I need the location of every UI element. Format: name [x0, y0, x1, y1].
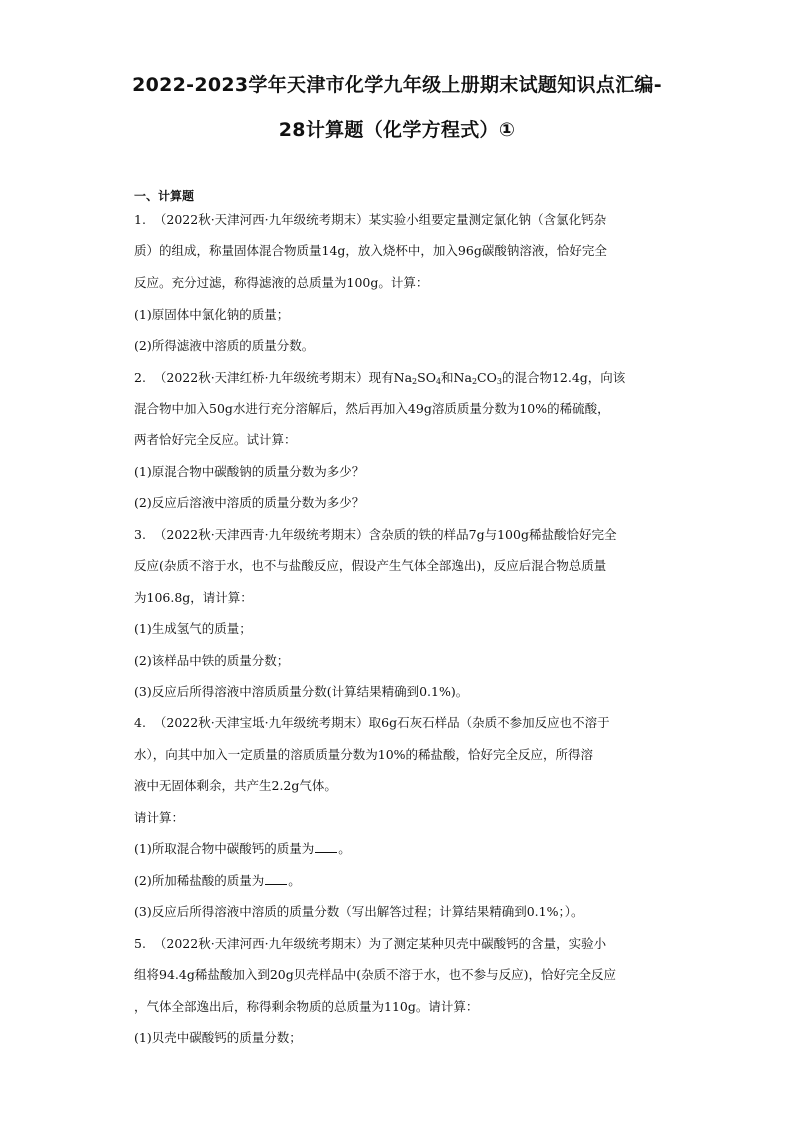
question-5-sub1: (1)贝壳中碳酸钙的质量分数；	[134, 1030, 302, 1045]
question-3-sub3: (3)反应后所得溶液中溶质质量分数(计算结果精确到0.1%)。	[134, 684, 469, 699]
question-text: 。	[288, 873, 301, 888]
question-4-line3: 液中无固体剩余，共产生2.2g气体。	[134, 778, 337, 793]
question-number: 2.	[134, 370, 146, 385]
question-5-line3: ，气体全部逸出后，称得剩余物质的总质量为110g。请计算：	[134, 999, 479, 1014]
question-3-line3: 为106.8g，请计算：	[134, 590, 253, 605]
question-number: 4.	[134, 715, 146, 730]
question-text: （2022秋·天津河西·九年级统考期末）为了测定某种贝壳中碳酸钙的含量，实验小	[153, 936, 607, 951]
question-2-sub2: (2)反应后溶液中溶质的质量分数为多少？	[134, 495, 365, 510]
subscript: 2	[471, 377, 478, 386]
question-5-line1	[134, 936, 664, 952]
question-1-line2: 质）的组成，称量固体混合物质量14g，放入烧杯中，加入96g碳酸钠溶液，恰好完全	[134, 243, 607, 258]
section-heading: 一、计算题	[134, 189, 195, 203]
question-text: 和Na	[441, 370, 472, 385]
question-3-line2: 反应(杂质不溶于水，也不与盐酸反应，假设产生气体全部逸出)，反应后混合物总质量	[134, 558, 607, 573]
question-text: （2022秋·天津宝坻·九年级统考期末）取6g石灰石样品（杂质不参加反应也不溶于	[153, 715, 610, 730]
question-number: 3.	[134, 527, 146, 542]
question-4-sub2	[134, 873, 664, 889]
question-5-line2: 组将94.4g稀盐酸加入到20g贝壳样品中(杂质不溶于水，也不参与反应)，恰好完全反应	[134, 967, 616, 982]
question-1-line3: 反应。充分过滤，称得滤液的总质量为100g。计算：	[134, 275, 429, 290]
question-text: （2022秋·天津西青·九年级统考期末）含杂质的铁的样品7g与100g稀盐酸恰好完全	[153, 527, 617, 542]
question-2-line3: 两者恰好完全反应。试计算：	[134, 432, 297, 447]
answer-blank[interactable]	[315, 841, 337, 853]
question-4-sub3: (3)反应后所得溶液中溶质的质量分数（写出解答过程；计算结果精确到0.1%；）。	[134, 904, 584, 919]
question-1-line1	[134, 212, 664, 228]
page-title-line1: 2022-2023学年天津市化学九年级上册期末试题知识点汇编-	[132, 74, 662, 96]
question-3-sub2: (2)该样品中铁的质量分数；	[134, 653, 290, 668]
question-4-line2: 水），向其中加入一定质量的溶质质量分数为10%的稀盐酸，恰好完全反应，所得溶	[134, 747, 594, 762]
question-text: （2022秋·天津红桥·九年级统考期末）现有Na	[153, 370, 413, 385]
question-3-line1	[134, 527, 664, 543]
question-text: （2022秋·天津河西·九年级统考期末）某实验小组要定量测定氯化钠（含氯化钙杂	[153, 212, 607, 227]
question-text: CO	[477, 370, 497, 385]
question-2-sub1: (1)原混合物中碳酸钠的质量分数为多少？	[134, 464, 365, 479]
question-text: (2)所加稀盐酸的质量为	[134, 873, 265, 888]
question-2-line2: 混合物中加入50g水进行充分溶解后，然后再加入49g溶质质量分数为10%的稀硫酸，	[134, 401, 610, 416]
question-1-sub1: (1)原固体中氯化钠的质量；	[134, 307, 290, 322]
page-title-line2: 28计算题（化学方程式）①	[278, 119, 516, 141]
answer-blank[interactable]	[265, 873, 287, 885]
question-2-line1	[134, 370, 664, 386]
question-text: 的混合物12.4g，向该	[501, 370, 626, 385]
question-text: 。	[338, 841, 351, 856]
question-text: SO	[417, 370, 436, 385]
question-number: 5.	[134, 936, 146, 951]
subscript: 3	[496, 377, 502, 386]
question-number: 1.	[134, 212, 146, 227]
question-1-sub2: (2)所得滤液中溶质的质量分数。	[134, 338, 315, 353]
question-4-sub1	[134, 841, 664, 857]
question-text: (1)所取混合物中碳酸钙的质量为	[134, 841, 315, 856]
subscript: 4	[435, 377, 442, 386]
question-4-prompt: 请计算：	[134, 810, 185, 825]
question-3-sub1: (1)生成氢气的质量；	[134, 621, 252, 636]
subscript: 2	[412, 377, 418, 386]
question-4-line1	[134, 715, 664, 731]
